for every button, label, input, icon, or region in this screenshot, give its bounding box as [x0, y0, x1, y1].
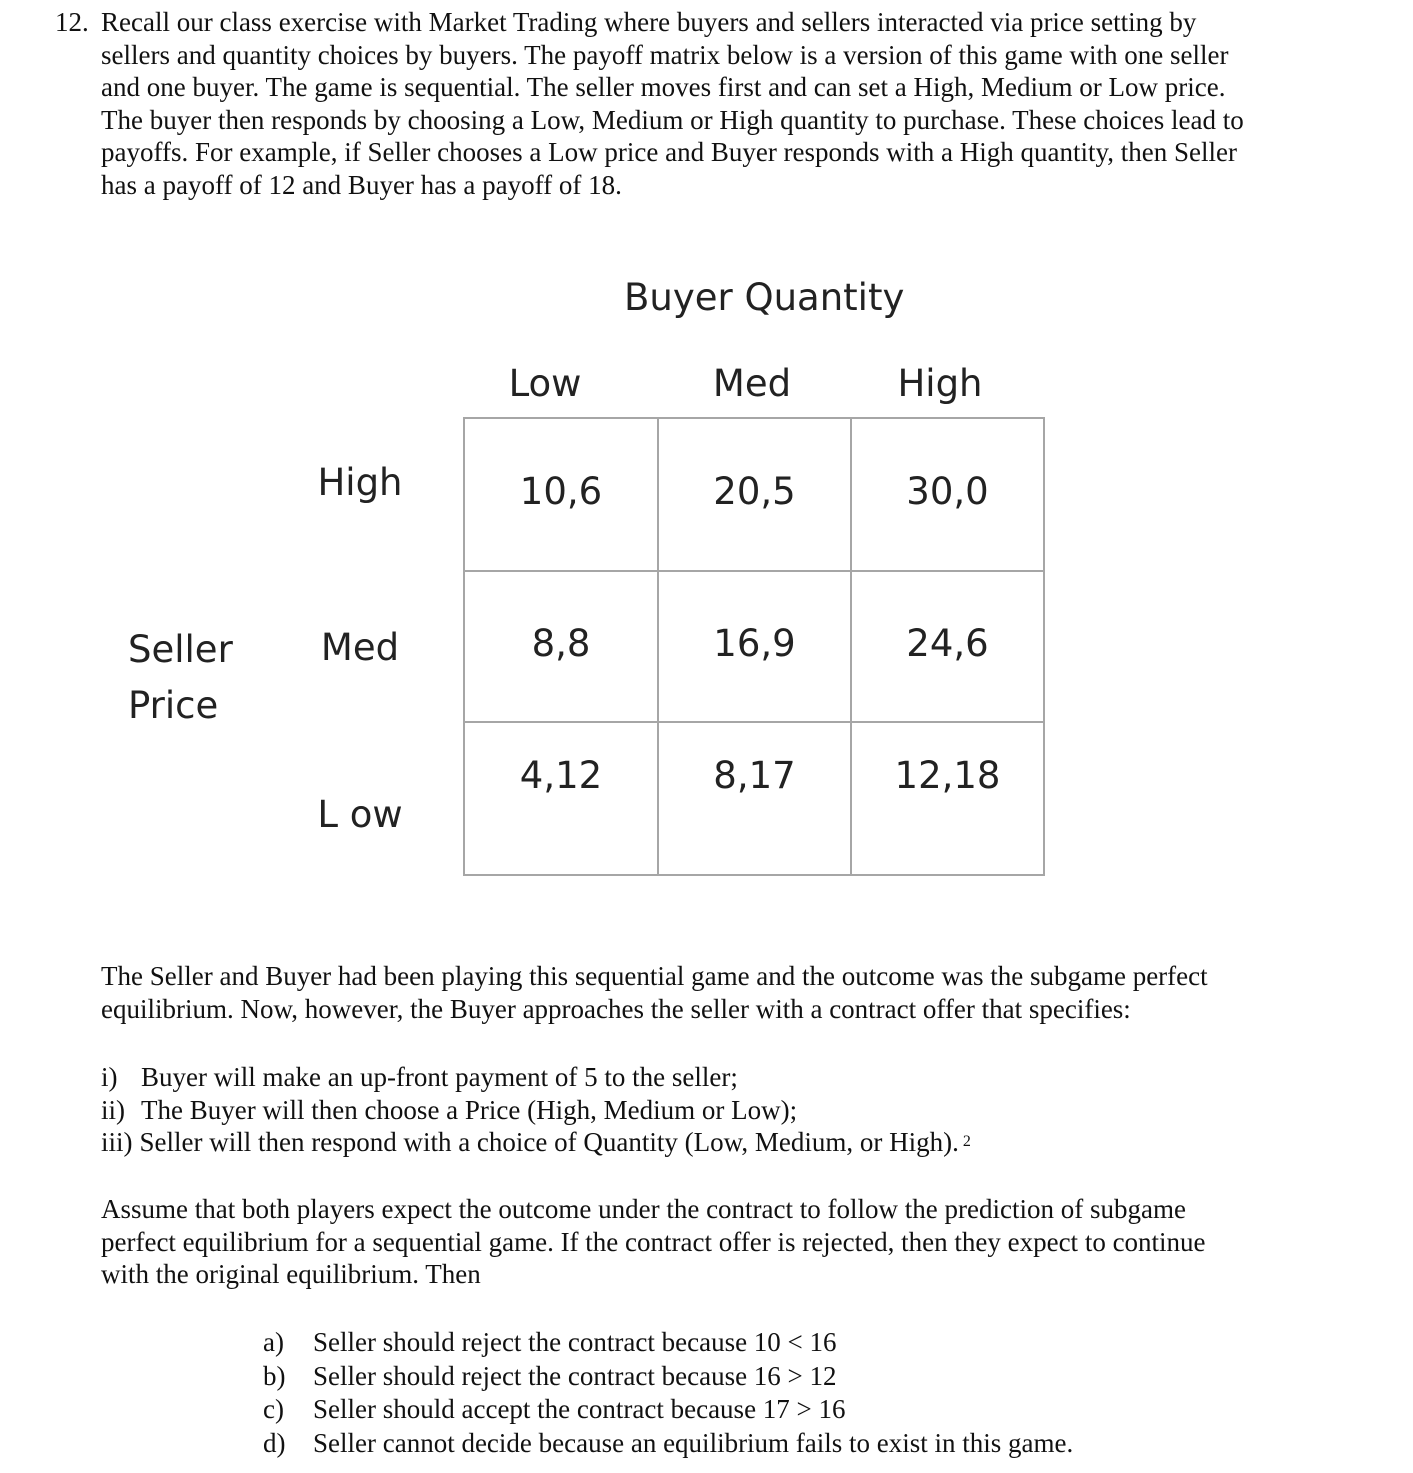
payoff-cell: 30,0: [851, 418, 1044, 571]
stem-line: sellers and quantity choices by buyers. The payoff matrix below is a version of this game with one seller: [101, 39, 1229, 70]
list-item: [101, 1126, 1301, 1159]
answer-options: [263, 1326, 1363, 1460]
stem-line: and one buyer. The game is sequential. The seller moves first and can set a High, Medium or Low price.: [101, 72, 1226, 102]
row-player-title-line2: Price: [128, 684, 219, 727]
row-label-med: Med: [320, 626, 400, 669]
term-text: Seller will then respond with a choice of Quantity (Low, Medium, or High).: [139, 1127, 959, 1157]
answer-option-a[interactable]: [263, 1326, 1363, 1360]
context-line: The Seller and Buyer had been playing this sequential game and the outcome was the subgame perfect: [101, 961, 1208, 991]
column-label-med: Med: [712, 362, 792, 405]
payoff-cell: 8,17: [658, 722, 851, 875]
column-label-high: High: [897, 362, 983, 405]
term-text: The Buyer will then choose a Price (High, Medium or Low);: [141, 1094, 798, 1125]
stem-line: has a payoff of 12 and Buyer has a payoff of 18.: [101, 169, 622, 200]
column-label-low: Low: [508, 362, 582, 405]
assumption-line: with the original equilibrium. Then: [101, 1259, 481, 1289]
payoff-grid: [463, 417, 1045, 876]
payoff-cell: 10,6: [464, 418, 658, 571]
payoff-cell: 4,12: [464, 722, 658, 875]
term-label: ii): [101, 1094, 125, 1125]
term-text: Buyer will make an up-front payment of 5 to the seller;: [141, 1062, 738, 1092]
assumption-line: perfect equilibrium for a sequential game. If the contract offer is rejected, then they expect to continue: [101, 1226, 1206, 1257]
option-label: a): [263, 1327, 284, 1357]
payoff-cell: 16,9: [658, 571, 851, 722]
column-player-title: Buyer Quantity: [624, 276, 905, 319]
assumption-paragraph: [101, 1193, 1361, 1291]
question-number: 12.: [55, 7, 89, 37]
row-label-low: L ow: [317, 793, 403, 836]
context-line: equilibrium. Now, however, the Buyer approaches the seller with a contract offer that specifies:: [101, 993, 1131, 1024]
payoff-cell: 12,18: [851, 722, 1044, 875]
option-text: Seller should accept the contract because 17 > 16: [313, 1394, 846, 1424]
term-label: iii): [101, 1127, 133, 1157]
context-paragraph: [101, 960, 1361, 1025]
option-text: Seller should reject the contract because 10 < 16: [313, 1327, 837, 1357]
list-item: [101, 1094, 1301, 1127]
option-text: Seller cannot decide because an equilibrium fails to exist in this game.: [313, 1427, 1074, 1458]
option-label: c): [263, 1394, 284, 1424]
option-label: b): [263, 1360, 286, 1391]
list-item: [101, 1061, 1301, 1094]
option-text: Seller should reject the contract because 16 > 12: [313, 1360, 837, 1391]
assumption-line: Assume that both players expect the outcome under the contract to follow the prediction of subgame: [101, 1194, 1186, 1224]
answer-option-d[interactable]: [263, 1427, 1363, 1461]
payoff-cell: 8,8: [464, 571, 658, 722]
answer-option-c[interactable]: [263, 1393, 1363, 1427]
stem-line: payoffs. For example, if Seller chooses a Low price and Buyer responds with a High quantity, then Seller: [101, 137, 1237, 167]
row-label-high: High: [317, 461, 403, 504]
stem-line: Recall our class exercise with Market Trading where buyers and sellers interacted via price setting by: [101, 7, 1197, 37]
stem-line: The buyer then responds by choosing a Low, Medium or High quantity to purchase. These choices lead to: [101, 104, 1244, 135]
payoff-cell: 20,5: [658, 418, 851, 571]
term-label: i): [101, 1062, 118, 1092]
payoff-cell: 24,6: [851, 571, 1044, 722]
row-player-title-line1: Seller: [128, 628, 233, 671]
footnote-reference[interactable]: 2: [962, 1133, 971, 1150]
contract-terms-list: [101, 1061, 1301, 1159]
question-stem: [101, 6, 1361, 201]
option-label: d): [263, 1427, 286, 1458]
answer-option-b[interactable]: [263, 1360, 1363, 1394]
